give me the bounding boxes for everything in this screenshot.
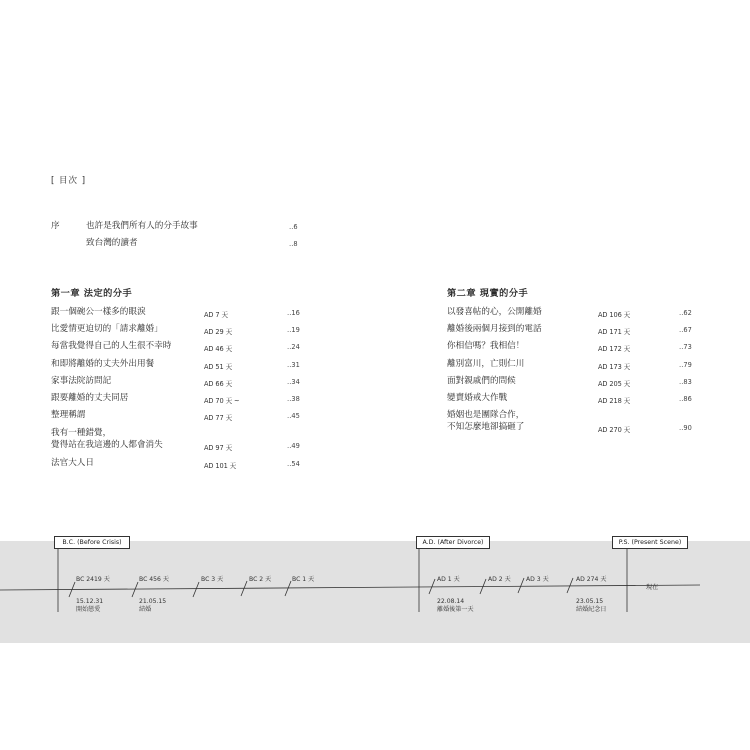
toc-entry-title[interactable]: 離別富川，亡則仁川 (447, 359, 525, 369)
toc-entry-day: AD 7 天 (204, 311, 228, 319)
timeline-date (437, 598, 474, 614)
timeline-axis (0, 585, 700, 590)
tick (193, 582, 199, 597)
ps-box: P.S. (Present Scene) (612, 536, 688, 549)
toc-entry-page: ‥90 (679, 424, 692, 432)
toc-entry-title[interactable]: 和即將離婚的丈夫外出用餐 (51, 359, 155, 369)
toc-entry-day: AD 101 天 (204, 462, 237, 470)
toc-entry-day: AD 173 天 (598, 363, 631, 371)
toc-entry-title[interactable]: 法官大人日 (51, 458, 94, 468)
toc-entry-day: AD 97 天 (204, 444, 233, 452)
toc-entry-title[interactable]: 面對親戚們的問候 (447, 376, 516, 386)
chapter2-title: 第二章 現實的分手 (447, 288, 529, 299)
timeline-date-value: 22.08.14 (437, 598, 465, 605)
tick (132, 582, 138, 597)
tick (567, 578, 573, 593)
toc-entry-page: ‥45 (287, 412, 300, 420)
toc-entry-page: ‥34 (287, 378, 300, 386)
timeline-date (576, 598, 606, 614)
toc-entry-day: AD 51 天 (204, 363, 233, 371)
timeline-date-value: 23.05.15 (576, 598, 604, 605)
toc-entry-title[interactable]: 你相信嗎？我相信！ (447, 341, 525, 351)
toc-entry-title[interactable]: 跟一個碗公一樣多的眼淚 (51, 307, 146, 317)
toc-entry-day: AD 205 天 (598, 380, 631, 388)
preface-item-page: ‥6 (289, 223, 298, 231)
toc-entry-day: AD 70 天 ~ (204, 397, 240, 405)
timeline-label: BC 456 天 (139, 576, 169, 583)
toc-entry-day: AD 218 天 (598, 397, 631, 405)
toc-entry-page: ‥19 (287, 326, 300, 334)
timeline-date-value: 21.05.15 (139, 598, 167, 605)
toc-entry-page: ‥31 (287, 361, 300, 369)
toc-entry-title[interactable]: 整理稱謂 (51, 410, 86, 420)
toc-label: [ 目次 ] (51, 176, 87, 186)
timeline-now-label: 現在 (646, 584, 659, 591)
timeline-label: AD 1 天 (437, 576, 460, 583)
timeline-date-caption: 開始戀愛 (76, 606, 101, 613)
toc-entry-page: ‥67 (679, 326, 692, 334)
toc-entry-page: ‥38 (287, 395, 300, 403)
timeline-date-caption: 結婚紀念日 (576, 606, 607, 613)
timeline-label: BC 2419 天 (76, 576, 110, 583)
toc-entry-title[interactable]: 變賣婚戒大作戰 (447, 393, 508, 403)
preface-marker: 序 (51, 221, 60, 231)
toc-entry-day: AD 29 天 (204, 328, 233, 336)
toc-entry-day: AD 172 天 (598, 345, 631, 353)
tick (285, 581, 291, 596)
timeline-label: AD 274 天 (576, 576, 607, 583)
timeline-label: BC 2 天 (249, 576, 272, 583)
toc-entry-day: AD 77 天 (204, 414, 233, 422)
ad-box: A.D. (After Divorce) (416, 536, 490, 549)
timeline-date (139, 598, 166, 614)
chapter1-title: 第一章 法定的分手 (51, 288, 133, 299)
toc-entry-day: AD 66 天 (204, 380, 233, 388)
toc-entry-page: ‥49 (287, 442, 300, 450)
toc-entry-title[interactable]: 家事法院訪問記 (51, 376, 112, 386)
timeline-date-caption: 離婚後第一天 (437, 606, 474, 613)
toc-entry-title-line2[interactable]: 不知怎麼地卻搞砸了 (447, 422, 525, 432)
toc-entry-title[interactable]: 跟要離婚的丈夫同居 (51, 393, 129, 403)
toc-entry-day: AD 46 天 (204, 345, 233, 353)
bc-box: B.C. (Before Crisis) (54, 536, 130, 549)
preface-item-title[interactable]: 致台灣的讀者 (86, 238, 138, 248)
toc-entry-page: ‥24 (287, 343, 300, 351)
toc-entry-page: ‥73 (679, 343, 692, 351)
toc-entry-title-line1[interactable]: 我有一種錯覺， (51, 428, 112, 438)
preface-item-title[interactable]: 也許是我們所有人的分手故事 (86, 221, 198, 231)
toc-entry-page: ‥79 (679, 361, 692, 369)
timeline-label: AD 3 天 (526, 576, 549, 583)
preface-item-page: ‥8 (289, 240, 298, 248)
toc-entry-title[interactable]: 比愛情更迫切的「請求離婚」 (51, 324, 163, 334)
toc-entry-title[interactable]: 每當我覺得自己的人生很不幸時 (51, 341, 172, 351)
toc-entry-page: ‥54 (287, 460, 300, 468)
toc-entry-title-line2[interactable]: 覺得站在我這邊的人都會消失 (51, 440, 163, 450)
timeline-label: AD 2 天 (488, 576, 511, 583)
tick (518, 578, 524, 593)
toc-entry-day: AD 106 天 (598, 311, 631, 319)
toc-entry-title[interactable]: 離婚後兩個月接到的電話 (447, 324, 542, 334)
timeline-label: BC 1 天 (292, 576, 315, 583)
toc-entry-day: AD 270 天 (598, 426, 631, 434)
toc-entry-page: ‥86 (679, 395, 692, 403)
timeline-label: BC 3 天 (201, 576, 224, 583)
timeline-date-caption: 結婚 (139, 606, 152, 613)
timeline-date-value: 15.12.31 (76, 598, 104, 605)
toc-entry-page: ‥83 (679, 378, 692, 386)
toc-entry-title[interactable]: 以發喜帖的心，公開離婚 (447, 307, 542, 317)
toc-entry-day: AD 171 天 (598, 328, 631, 336)
toc-entry-page: ‥62 (679, 309, 692, 317)
timeline-date (76, 598, 103, 614)
toc-entry-title-line1[interactable]: 婚姻也是團隊合作， (447, 410, 525, 420)
toc-entry-page: ‥16 (287, 309, 300, 317)
